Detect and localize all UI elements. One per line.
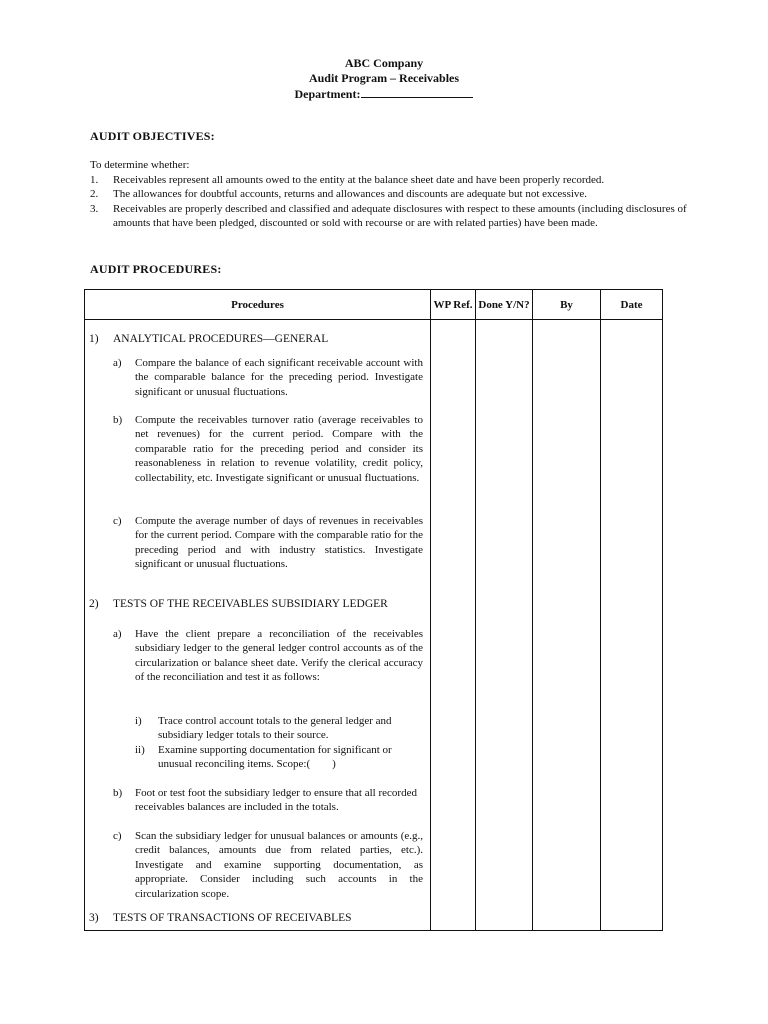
- section-heading: [89, 597, 388, 611]
- subitem-text: Trace control account totals to the general ledger and subsidiary ledger totals to their source.: [158, 715, 392, 742]
- col-procedures: Procedures: [85, 290, 431, 320]
- objective-number: 1.: [90, 173, 99, 186]
- col-wp-ref: WP Ref.: [431, 290, 476, 320]
- subitem-label: i): [135, 715, 142, 727]
- procedure-item: [113, 627, 423, 685]
- item-label: c): [113, 515, 122, 527]
- item-text: Compare the balance of each significant receivable account with the comparable balance for the preceding period. Investigate significant or unusual fluctuations.: [135, 357, 423, 398]
- subitem-text: Examine supporting documentation for significant or unusual reconciling items. Scope:( ): [158, 744, 395, 771]
- section-title: TESTS OF THE RECEIVABLES SUBSIDIARY LEDGER: [113, 598, 388, 610]
- procedure-subitem: [135, 714, 423, 743]
- table-row: [85, 320, 663, 931]
- procedure-item: [113, 514, 423, 572]
- department-blank: [361, 86, 473, 98]
- item-label: a): [113, 628, 122, 640]
- by-cell[interactable]: [533, 320, 601, 931]
- item-label: a): [113, 357, 122, 369]
- procedure-subitem: [135, 743, 423, 772]
- objective-text: The allowances for doubtful accounts, returns and allowances and discounts are adequate but not excessive.: [113, 188, 588, 201]
- item-label: b): [113, 414, 123, 426]
- objective-item: [90, 187, 690, 202]
- objectives-title: AUDIT OBJECTIVES:: [90, 129, 215, 143]
- section-number: 1): [89, 333, 99, 345]
- department-line: [0, 86, 768, 102]
- item-label: b): [113, 787, 123, 799]
- done-cell[interactable]: [476, 320, 533, 931]
- objectives-intro: To determine whether:: [90, 159, 190, 171]
- document-header: [0, 56, 768, 102]
- procedure-item: [113, 413, 423, 485]
- section-number: 2): [89, 598, 99, 610]
- section-heading: [89, 911, 352, 925]
- objective-item: [90, 202, 690, 231]
- wp-ref-cell[interactable]: [431, 320, 476, 931]
- section-title: TESTS OF TRANSACTIONS OF RECEIVABLES: [113, 912, 352, 924]
- procedure-item: [113, 356, 423, 399]
- subitem-label: ii): [135, 744, 145, 756]
- procedure-item: [113, 786, 423, 815]
- item-text: Scan the subsidiary ledger for unusual balances or amounts (e.g., credit balances, amounts due from related parties, etc.). Investigate and examine supporting documentation, as appropriate. Consider including such accounts in the circularization scope.: [135, 830, 423, 900]
- col-done: Done Y/N?: [476, 290, 533, 320]
- procedures-cell: [85, 320, 431, 931]
- item-text: Compute the average number of days of revenues in receivables for the current period. Compare with the comparable ratio for the preceding period and with industry statistics. Investigate significant or unusual fluctuations.: [135, 515, 423, 571]
- objective-item: [90, 173, 690, 188]
- item-text: Compute the receivables turnover ratio (average receivables to net revenues) for the current period. Compare with the comparable ratio for the preceding period and consider its reasonableness in relation to revenue volatility, credit policy, collectability, etc. Investigate significant or unusual fluctuations.: [135, 414, 423, 484]
- item-label: c): [113, 830, 122, 842]
- section-number: 3): [89, 912, 99, 924]
- section-heading: [89, 332, 328, 346]
- procedures-table: [84, 289, 663, 931]
- procedure-item: [113, 829, 423, 901]
- date-cell[interactable]: [601, 320, 663, 931]
- program-title: Audit Program – Receivables: [308, 71, 460, 85]
- item-text: Have the client prepare a reconciliation of the receivables subsidiary ledger to the general ledger control accounts as of the circularization or balance sheet date. Verify the clerical accuracy of the reconciliation and test it as follows:: [135, 628, 423, 684]
- company-name: ABC Company: [344, 56, 424, 70]
- department-label: Department:: [294, 87, 361, 101]
- objectives-list: [90, 158, 690, 231]
- item-text: Foot or test foot the subsidiary ledger to ensure that all recorded receivables balances are included in the totals.: [135, 787, 417, 814]
- table-header-row: [85, 290, 663, 320]
- procedures-title: AUDIT PROCEDURES:: [90, 262, 222, 276]
- section-title: ANALYTICAL PROCEDURES—GENERAL: [113, 333, 329, 345]
- objective-text: Receivables are properly described and classified and adequate disclosures with respect to these amounts (including disclosures of amounts that have been pledged, discounted or sold with recourse or are with related parties) have been made.: [113, 202, 687, 230]
- col-by: By: [533, 290, 601, 320]
- col-date: Date: [601, 290, 663, 320]
- objective-text: Receivables represent all amounts owed to the entity at the balance sheet date and have been properly recorded.: [113, 173, 605, 186]
- objective-number: 3.: [90, 202, 99, 215]
- objective-number: 2.: [90, 188, 99, 201]
